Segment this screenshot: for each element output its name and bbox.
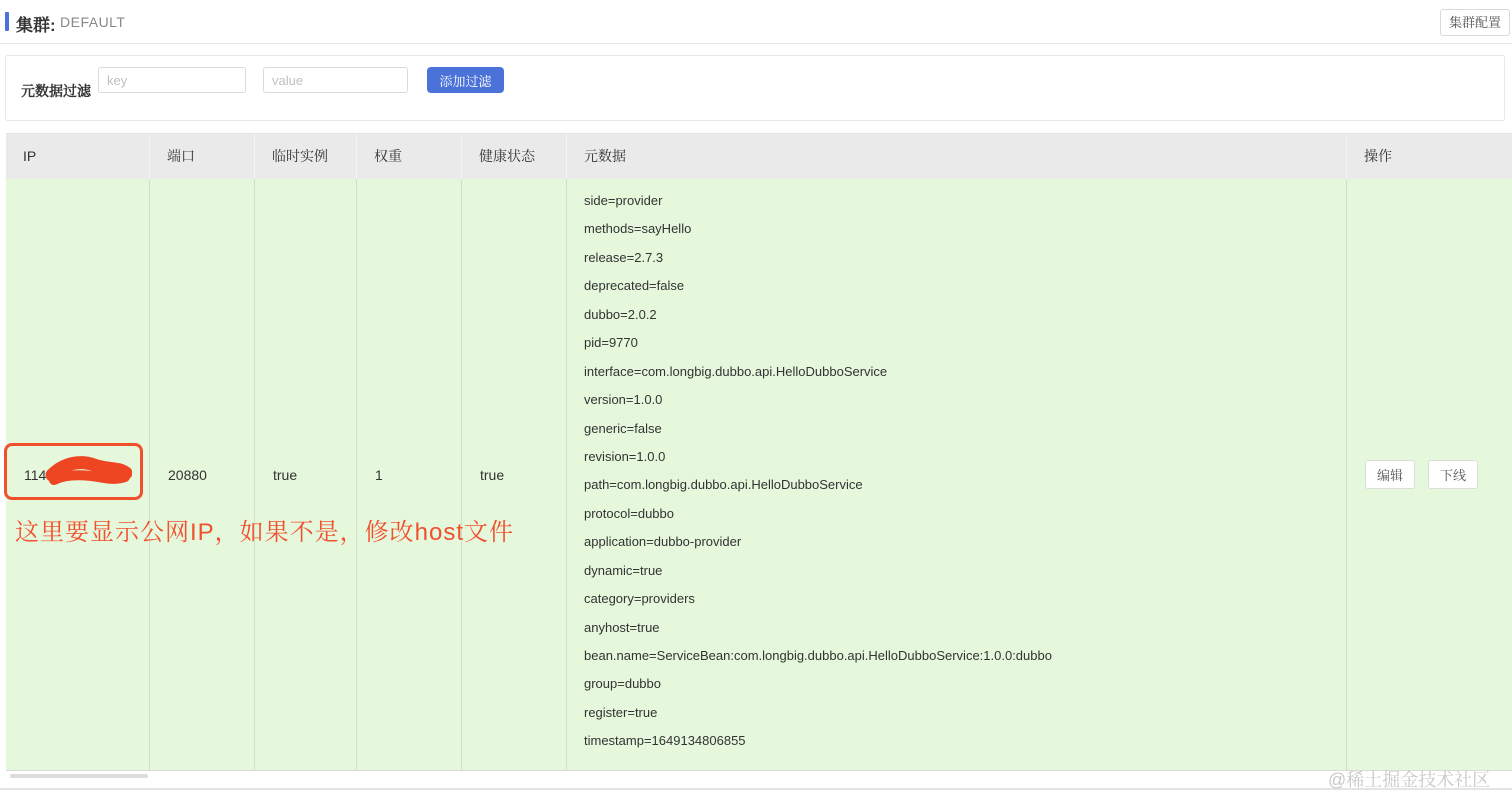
column-header: 临时实例 bbox=[255, 134, 357, 179]
metadata-entry: version=1.0.0 bbox=[584, 392, 663, 408]
metadata-entry: dubbo=2.0.2 bbox=[584, 306, 657, 322]
metadata-entry: revision=1.0.0 bbox=[584, 448, 666, 464]
cell-actions bbox=[1347, 179, 1512, 770]
header-divider bbox=[0, 43, 1512, 44]
cell-port: 20880 bbox=[150, 179, 255, 770]
column-header: 端口 bbox=[150, 134, 255, 179]
metadata-entry: dynamic=true bbox=[584, 562, 663, 578]
cell-healthy: true bbox=[462, 179, 567, 770]
metadata-entry: category=providers bbox=[584, 591, 695, 607]
column-header: 操作 bbox=[1364, 148, 1392, 164]
page-header bbox=[0, 0, 1512, 43]
watermark: @稀土掘金技术社区 bbox=[1328, 770, 1491, 790]
cell-ephemeral: true bbox=[255, 179, 357, 770]
horizontal-scrollbar-thumb[interactable] bbox=[10, 774, 148, 778]
filter-value-input[interactable] bbox=[263, 67, 408, 93]
cell-metadata bbox=[567, 179, 1347, 770]
metadata-entry: timestamp=1649134806855 bbox=[584, 733, 746, 749]
column-header: 权重 bbox=[357, 134, 462, 179]
metadata-entry: protocol=dubbo bbox=[584, 505, 674, 521]
cluster-config-button[interactable]: 集群配置 bbox=[1440, 9, 1510, 36]
metadata-entry: interface=com.longbig.dubbo.api.HelloDubboService bbox=[584, 363, 888, 379]
metadata-entry: release=2.7.3 bbox=[584, 249, 664, 265]
metadata-entry: side=provider bbox=[584, 193, 663, 208]
column-header: 元数据 bbox=[567, 134, 1347, 179]
metadata-entry: path=com.longbig.dubbo.api.HelloDubboService bbox=[584, 477, 863, 493]
filter-key-input[interactable] bbox=[98, 67, 246, 93]
cell-weight: 1 bbox=[357, 179, 462, 770]
add-filter-button[interactable]: 添加过滤 bbox=[427, 67, 504, 93]
metadata-entry: group=dubbo bbox=[584, 676, 661, 692]
metadata-list bbox=[567, 179, 1346, 756]
bottom-divider bbox=[0, 788, 1512, 790]
column-header: IP bbox=[6, 134, 150, 179]
metadata-filter-label: 元数据过滤 bbox=[21, 83, 91, 99]
offline-button[interactable]: 下线 bbox=[1428, 460, 1478, 489]
metadata-entry: generic=false bbox=[584, 420, 662, 436]
edit-button[interactable]: 编辑 bbox=[1365, 460, 1415, 489]
instance-table bbox=[6, 133, 1512, 771]
cluster-name: DEFAULT bbox=[60, 14, 126, 30]
metadata-entry: pid=9770 bbox=[584, 335, 638, 351]
metadata-entry: bean.name=ServiceBean:com.longbig.dubbo.api.HelloDubboService:1.0.0:dubbo bbox=[584, 648, 1052, 663]
metadata-entry: deprecated=false bbox=[584, 278, 685, 294]
table-row bbox=[6, 179, 1512, 771]
metadata-entry: methods=sayHello bbox=[584, 221, 692, 237]
table-header-row bbox=[6, 133, 1512, 179]
metadata-entry: anyhost=true bbox=[584, 619, 660, 635]
metadata-entry: application=dubbo-provider bbox=[584, 534, 742, 550]
page-title: 集群: bbox=[16, 16, 56, 35]
annotation-text: 这里要显示公网IP，如果不是，修改host文件 bbox=[15, 519, 515, 546]
metadata-entry: register=true bbox=[584, 704, 658, 720]
title-accent-bar bbox=[5, 12, 9, 31]
metadata-filter-card bbox=[5, 55, 1505, 121]
column-header: 健康状态 bbox=[462, 134, 567, 179]
cell-ip: 114. bbox=[6, 179, 150, 770]
